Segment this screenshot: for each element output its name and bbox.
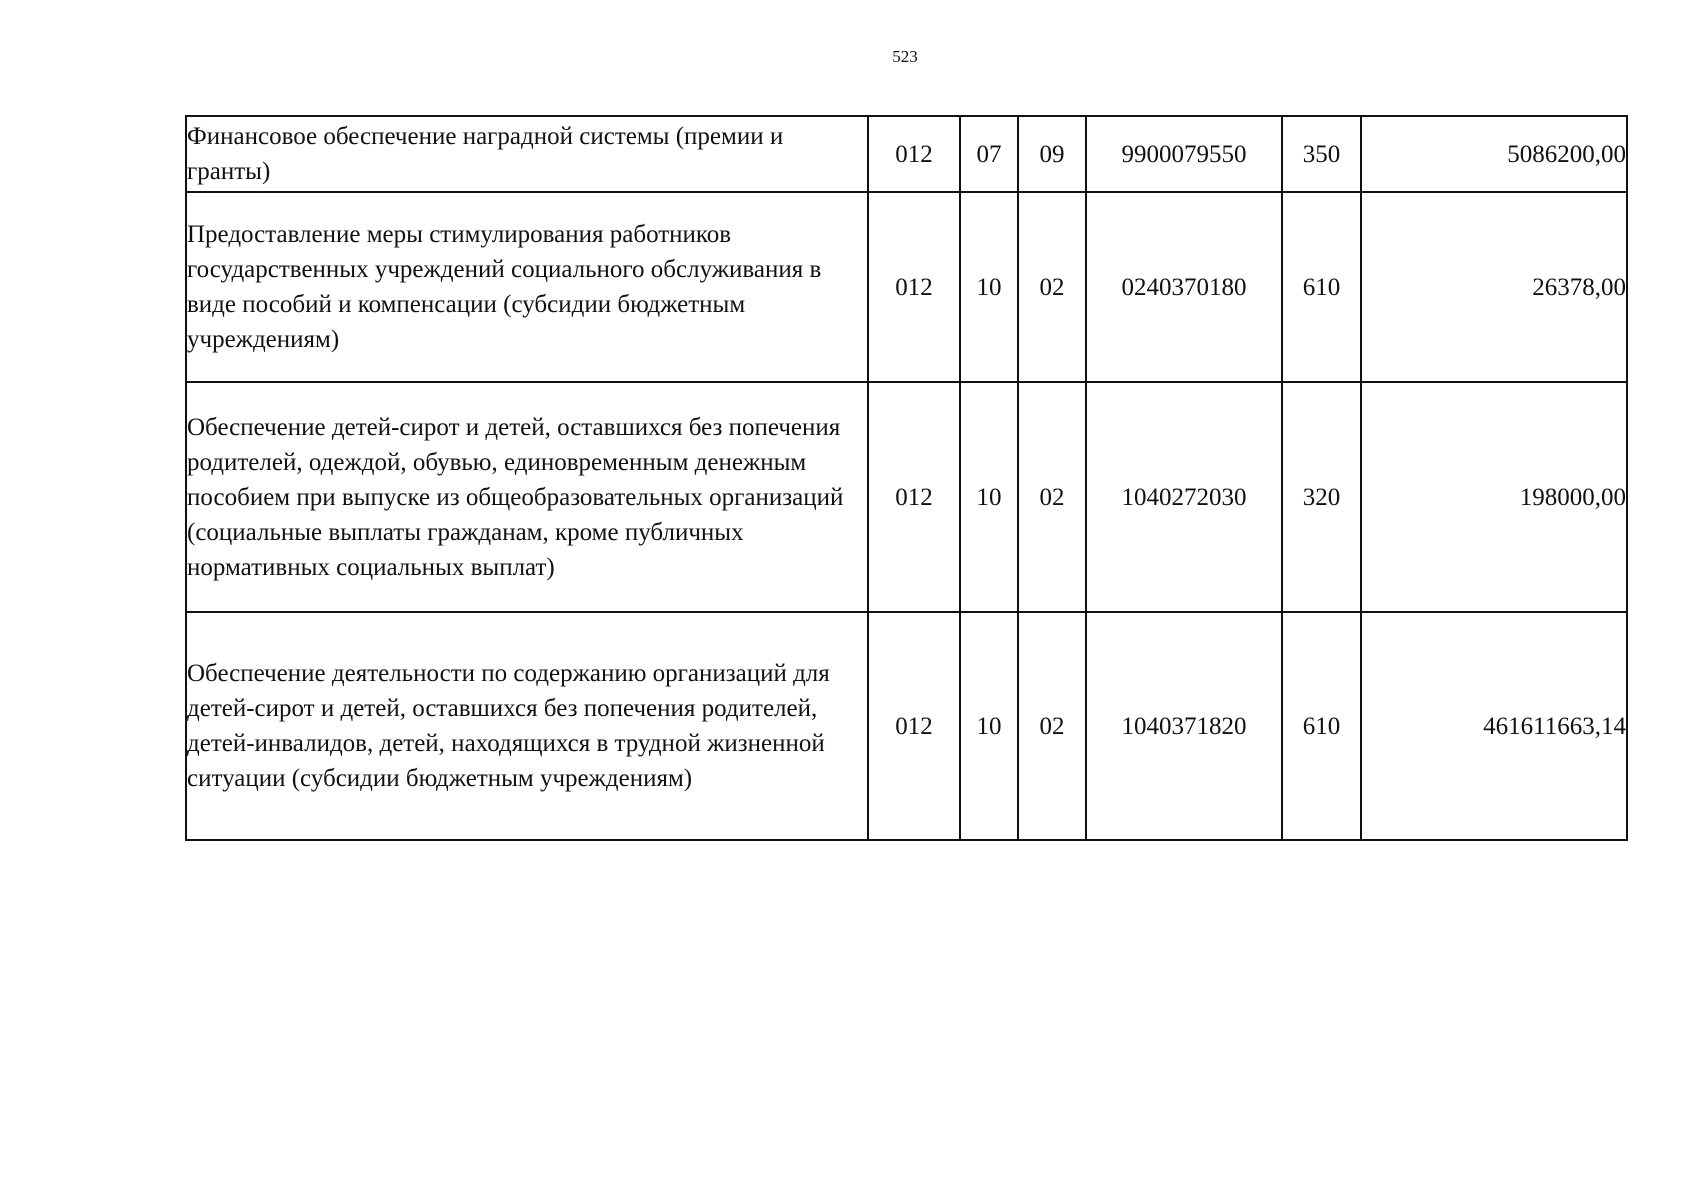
subsection-code: 02 <box>1018 192 1086 382</box>
table-row <box>186 116 1627 192</box>
target-article-code: 1040272030 <box>1086 382 1282 612</box>
amount-value: 198000,00 <box>1361 382 1627 612</box>
row-description: Обеспечение деятельности по содержанию организаций для детей-сирот и детей, оставшихся без попечения родителей, детей-инвалидов, детей, находящихся в трудной жизненной ситуации (субсидии бюджетным учреждениям) <box>186 612 868 840</box>
row-description: Обеспечение детей-сирот и детей, оставшихся без попечения родителей, одеждой, обувью, единовременным денежным пособием при выпуске из общеобразовательных организаций (социальные выплаты гражданам, кроме публичных нормативных социальных выплат) <box>186 382 868 612</box>
amount-value: 26378,00 <box>1361 192 1627 382</box>
table-row <box>186 382 1627 612</box>
budget-allocation-table <box>185 115 1628 841</box>
section-code: 10 <box>960 612 1018 840</box>
amount-value: 5086200,00 <box>1361 116 1627 192</box>
section-code: 07 <box>960 116 1018 192</box>
ministry-code: 012 <box>868 192 960 382</box>
subsection-code: 02 <box>1018 382 1086 612</box>
subsection-code: 09 <box>1018 116 1086 192</box>
expense-type-code: 610 <box>1282 192 1361 382</box>
ministry-code: 012 <box>868 382 960 612</box>
row-description: Финансовое обеспечение наградной системы (премии и гранты) <box>186 116 868 192</box>
expense-type-code: 320 <box>1282 382 1361 612</box>
expense-type-code: 350 <box>1282 116 1361 192</box>
target-article-code: 0240370180 <box>1086 192 1282 382</box>
target-article-code: 1040371820 <box>1086 612 1282 840</box>
section-code: 10 <box>960 192 1018 382</box>
budget-table-container <box>185 115 1628 841</box>
row-description: Предоставление меры стимулирования работников государственных учреждений социального обслуживания в виде пособий и компенсации (субсидии бюджетным учреждениям) <box>186 192 868 382</box>
section-code: 10 <box>960 382 1018 612</box>
table-row <box>186 192 1627 382</box>
page-number: 523 <box>892 47 918 66</box>
subsection-code: 02 <box>1018 612 1086 840</box>
ministry-code: 012 <box>868 612 960 840</box>
ministry-code: 012 <box>868 116 960 192</box>
table-row <box>186 612 1627 840</box>
expense-type-code: 610 <box>1282 612 1361 840</box>
target-article-code: 9900079550 <box>1086 116 1282 192</box>
amount-value: 461611663,14 <box>1361 612 1627 840</box>
